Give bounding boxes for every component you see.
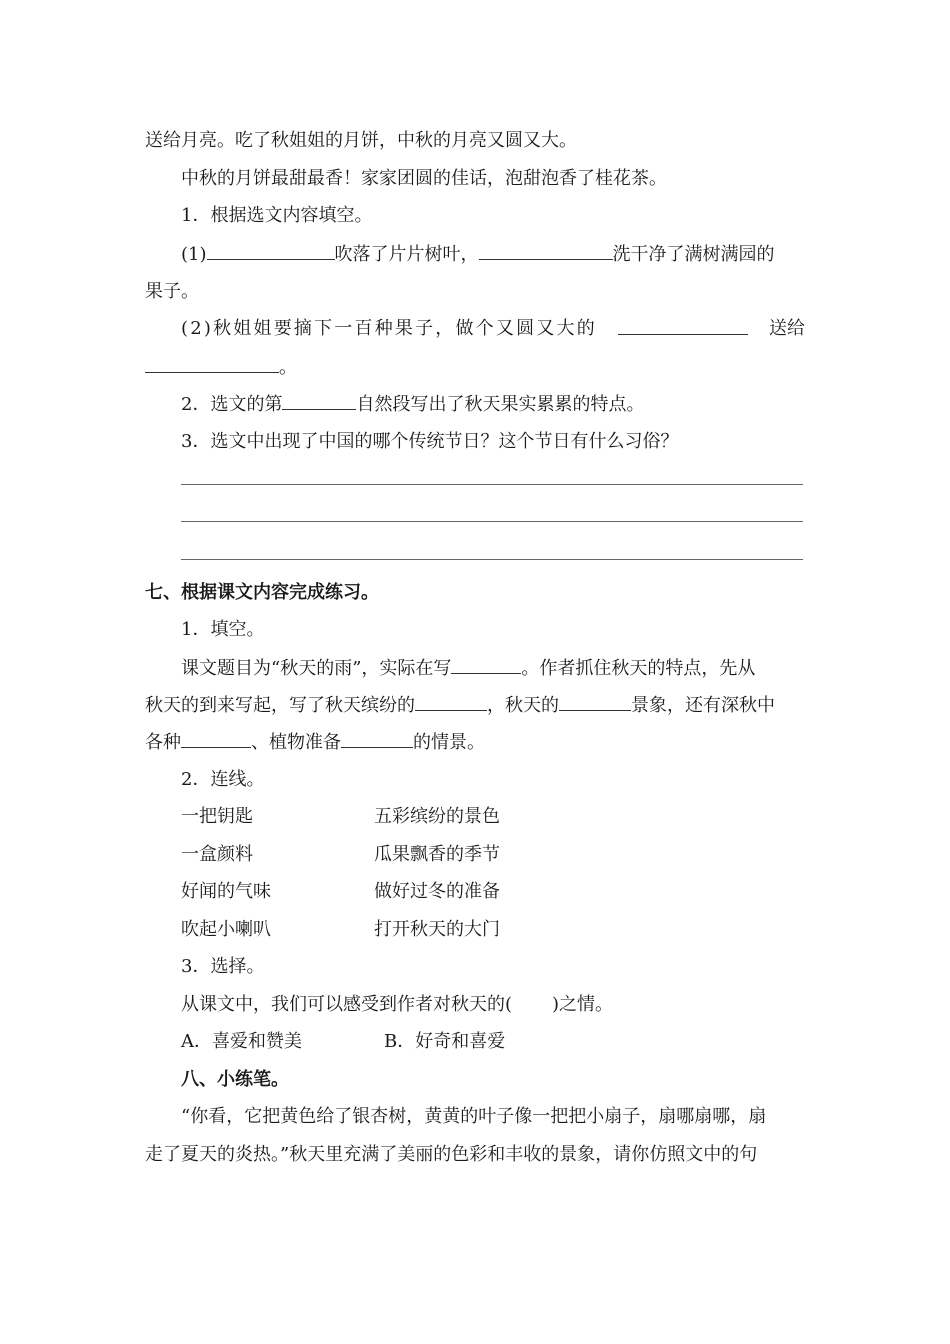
- answer-blank[interactable]: [415, 692, 487, 711]
- fill-l2-text-b: ，秋天的: [487, 695, 559, 716]
- answer-blank[interactable]: [479, 241, 613, 260]
- question-2: [181, 391, 644, 418]
- question-3: 3．选文中出现了中国的哪个传统节日？这个节日有什么习俗？: [181, 431, 679, 452]
- question-1-part-2: [145, 316, 805, 342]
- fill-line-1: [181, 655, 755, 682]
- fill-l3-text-b: 、植物准备: [251, 732, 341, 753]
- answer-blank[interactable]: [341, 729, 413, 748]
- answer-blank[interactable]: [559, 692, 631, 711]
- question-1-part-1: [181, 241, 775, 268]
- match-left-item[interactable]: 一把钥匙: [181, 806, 253, 827]
- q1-part1-text-b: 洗干净了满树满园的: [612, 244, 775, 265]
- passage-line-2: 中秋的月饼最甜最香！家家团圆的佳话，泡甜泡香了桂花茶。: [181, 168, 667, 189]
- choice-question: [181, 992, 613, 1018]
- match-right-item[interactable]: 五彩缤纷的景色: [374, 806, 500, 827]
- q1-part2-end: 。: [279, 357, 297, 378]
- fill-l1-text-b: 。作者抓住秋天的特点，先从: [521, 658, 756, 679]
- question-1-heading: 1．根据选文内容填空。: [181, 205, 373, 226]
- answer-line[interactable]: [181, 484, 803, 485]
- q1-part1-text-a: 吹落了片片树叶，: [334, 244, 479, 265]
- match-right-item[interactable]: 做好过冬的准备: [374, 881, 500, 902]
- fill-line-2: [145, 692, 775, 719]
- q2-text-a: 2．选文的第: [181, 394, 283, 415]
- choice-heading: 3．选择。: [181, 956, 265, 977]
- match-left-item[interactable]: 吹起小喇叭: [181, 919, 271, 940]
- fill-heading: 1．填空。: [181, 619, 265, 640]
- match-left-item[interactable]: 一盒颜料: [181, 844, 253, 865]
- fill-l2-text-a: 秋天的到来写起，写了秋天缤纷的: [145, 695, 415, 716]
- answer-blank[interactable]: [451, 655, 521, 674]
- q1-part1-number: (1): [181, 244, 207, 265]
- fill-line-3: [145, 729, 485, 756]
- answer-line[interactable]: [181, 559, 803, 560]
- answer-blank[interactable]: [145, 354, 279, 373]
- section-8-title: 八、小练笔。: [181, 1069, 289, 1090]
- answer-line[interactable]: [181, 521, 803, 522]
- q1-part2-continuation: [145, 354, 297, 381]
- match-heading: 2．连线。: [181, 769, 265, 790]
- fill-l1-text-a: 课文题目为“秋天的雨”，实际在写: [181, 658, 452, 679]
- choice-q-text-b: )之情。: [552, 994, 614, 1015]
- choice-q-text-a: 从课文中，我们可以感受到作者对秋天的(: [181, 994, 513, 1015]
- option-b[interactable]: B．好奇和喜爱: [384, 1031, 506, 1052]
- fill-l2-text-c: 景象，还有深秋中: [631, 695, 775, 716]
- q2-text-b: 自然段写出了秋天果实累累的特点。: [356, 394, 645, 415]
- answer-blank[interactable]: [181, 729, 251, 748]
- match-left-item[interactable]: 好闻的气味: [181, 881, 271, 902]
- answer-blank[interactable]: [207, 241, 335, 260]
- q1-part1-continuation: 果子。: [145, 281, 199, 302]
- section-8-line-2: 走了夏天的炎热。”秋天里充满了美丽的色彩和丰收的景象，请你仿照文中的句: [145, 1144, 758, 1165]
- q1-part2-text-a: (2)秋姐姐要摘下一百种果子，做个又圆又大的: [181, 318, 597, 339]
- option-a[interactable]: A．喜爱和赞美: [181, 1031, 302, 1052]
- fill-l3-text-a: 各种: [145, 732, 181, 753]
- match-right-item[interactable]: 打开秋天的大门: [374, 919, 500, 940]
- match-right-item[interactable]: 瓜果飘香的季节: [374, 844, 500, 865]
- answer-blank[interactable]: [282, 391, 356, 410]
- q1-part2-text-b: 送给: [769, 318, 805, 339]
- section-7-title: 七、根据课文内容完成练习。: [145, 582, 379, 603]
- answer-blank[interactable]: [618, 316, 748, 335]
- fill-l3-text-c: 的情景。: [413, 732, 485, 753]
- section-8-line-1: “你看，它把黄色给了银杏树，黄黄的叶子像一把把小扇子，扇哪扇哪，扇: [181, 1106, 767, 1127]
- passage-line-1: 送给月亮。吃了秋姐姐的月饼，中秋的月亮又圆又大。: [145, 130, 577, 151]
